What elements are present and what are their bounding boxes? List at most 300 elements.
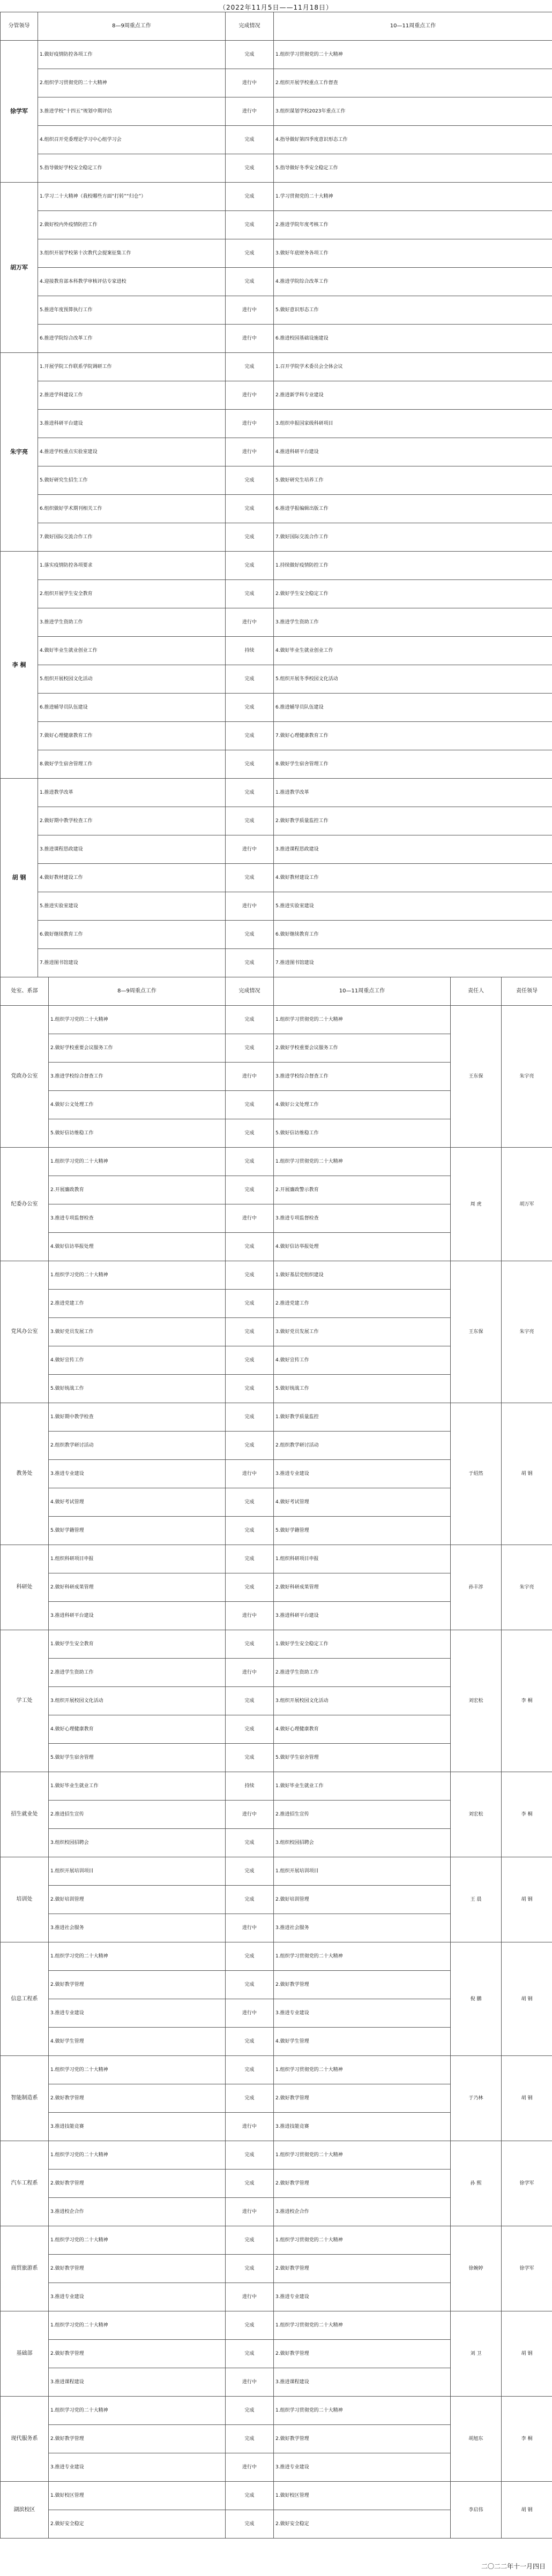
next-work-item: 1.组织学习贯彻党的二十大精神	[274, 2141, 451, 2170]
prev-work-item: 5.做好学生宿舍管理	[49, 1744, 226, 1772]
prev-work-item: 1.组织学习党的二十大精神	[49, 2056, 226, 2084]
owner-name: 胡旭东	[451, 2397, 502, 2482]
header-leader: 责任领导	[502, 977, 552, 1006]
prev-work-item: 4.做好心理健康教育	[49, 1715, 226, 1744]
next-work-item: 2.做好学生安全稳定工作	[274, 580, 552, 608]
table-row	[1, 637, 552, 665]
status-cell: 完成	[226, 495, 274, 523]
status-cell: 完成	[226, 2056, 274, 2084]
prev-work-item: 2.推进学科建设工作	[38, 381, 226, 410]
table-row	[1, 1006, 552, 1034]
table-row	[1, 97, 552, 126]
prev-work-item: 6.推进学院综合改革工作	[38, 325, 226, 353]
next-work-item: 1.做好毕业生就业工作	[274, 1772, 451, 1801]
prev-work-item: 1.落实疫情防控各项要求	[38, 552, 226, 580]
prev-work-item: 2.推进招生宣传	[49, 1801, 226, 1829]
status-cell: 完成	[226, 126, 274, 154]
status-cell: 完成	[226, 1857, 274, 1886]
table-row	[1, 126, 552, 154]
table-row	[1, 183, 552, 211]
next-work-item: 4.做好宣传工作	[274, 1346, 451, 1375]
next-work-item: 1.组织学习贯彻党的二十大精神	[274, 2311, 451, 2340]
next-work-item: 3.组织谋划学校2023年重点工作	[274, 97, 552, 126]
status-cell: 完成	[226, 552, 274, 580]
dept-name: 基础部	[1, 2311, 49, 2397]
next-work-item: 4.做好心理健康教育	[274, 1715, 451, 1744]
status-cell: 完成	[226, 864, 274, 892]
next-work-item: 7.做好心理健康教育工作	[274, 722, 552, 750]
prev-work-item: 1.组织学习党的二十大精神	[49, 2141, 226, 2170]
prev-work-item: 3.推进科研平台建设	[38, 410, 226, 438]
status-cell: 完成	[226, 2425, 274, 2453]
header-leader: 分管领导	[1, 12, 38, 41]
table-row	[1, 2311, 552, 2340]
dept-name: 招生就业处	[1, 1772, 49, 1857]
status-cell: 进行中	[226, 1659, 274, 1687]
next-work-item: 5.做好统战工作	[274, 1375, 451, 1403]
next-work-item: 2.推进学生资助工作	[274, 1659, 451, 1687]
next-work-item: 4.做好学生管理	[274, 2028, 451, 2056]
prev-work-item: 4.做好公文处理工作	[49, 1091, 226, 1119]
status-cell: 完成	[226, 1432, 274, 1460]
next-work-item: 4.做好教材建设工作	[274, 864, 552, 892]
status-cell: 进行中	[226, 438, 274, 466]
next-work-item: 1.召开学院学术委员会全体会议	[274, 353, 552, 381]
status-cell: 完成	[226, 1971, 274, 1999]
status-cell: 完成	[226, 154, 274, 183]
table-row	[1, 381, 552, 410]
table-row	[1, 1942, 552, 1971]
prev-work-item: 5.推进实验室建设	[38, 892, 226, 921]
next-work-item: 2.做好教学管理	[274, 1971, 451, 1999]
next-work-item: 5.做好意识形态工作	[274, 296, 552, 325]
prev-work-item: 2.做好学校重要会议服务工作	[49, 1034, 226, 1063]
status-cell: 完成	[226, 1290, 274, 1318]
dept-name: 教务处	[1, 1403, 49, 1545]
prev-work-item: 2.做好教学管理	[49, 2340, 226, 2368]
prev-work-item: 3.推进学校“十四五”规划中期评估	[38, 97, 226, 126]
dept-name: 科研处	[1, 1545, 49, 1630]
next-work-item: 3.组织申报国家级科研项目	[274, 410, 552, 438]
leader-name: 徐学军	[1, 41, 38, 183]
table-row	[1, 1857, 552, 1886]
leader-name: 胡 钢	[502, 1857, 552, 1942]
next-work-item: 4.做好毕业生就业创业工作	[274, 637, 552, 665]
prev-work-item: 1.组织学习党的二十大精神	[49, 2397, 226, 2425]
header-status: 完成情况	[226, 977, 274, 1006]
table-row	[1, 1148, 552, 1176]
table-row	[1, 722, 552, 750]
prev-work-item: 1.组织学习党的二十大精神	[49, 1261, 226, 1290]
table-row	[1, 949, 552, 977]
owner-name: 刘 卫	[451, 2311, 502, 2397]
prev-work-item: 4.做好教材建设工作	[38, 864, 226, 892]
leader-name: 李 桐	[1, 552, 38, 779]
table-row	[1, 353, 552, 381]
next-work-item: 2.做好教学管理	[274, 2340, 451, 2368]
next-work-item: 7.推进图书馆建设	[274, 949, 552, 977]
leader-name: 胡 钢	[502, 1403, 552, 1545]
table-row	[1, 495, 552, 523]
prev-work-item: 2.做好安全稳定	[49, 2510, 226, 2539]
table-row	[1, 608, 552, 637]
table-row	[1, 69, 552, 97]
prev-work-item: 7.推进图书馆建设	[38, 949, 226, 977]
dept-name: 培训处	[1, 1857, 49, 1942]
table-row	[1, 1772, 552, 1801]
status-cell: 完成	[226, 2311, 274, 2340]
status-cell: 持续	[226, 637, 274, 665]
prev-work-item: 4.做好宣传工作	[49, 1346, 226, 1375]
status-cell: 进行中	[226, 2283, 274, 2311]
prev-work-item: 4.组织召开党委理论学习中心组学习会	[38, 126, 226, 154]
leader-name: 徐学军	[502, 2226, 552, 2311]
dept-name: 纪委办公室	[1, 1148, 49, 1261]
prev-work-item: 2.做好教学管理	[49, 2084, 226, 2113]
next-work-item: 3.推进专业建设	[274, 1460, 451, 1488]
prev-work-item: 3.推进社会服务	[49, 1914, 226, 1942]
next-work-item: 1.做好基层党组织建设	[274, 1261, 451, 1290]
prev-work-item: 5.指导做好学校安全稳定工作	[38, 154, 226, 183]
next-work-item: 1.组织学习贯彻党的二十大精神	[274, 1148, 451, 1176]
leader-name: 胡 钢	[502, 1942, 552, 2056]
prev-work-item: 2.推进党建工作	[49, 1290, 226, 1318]
owner-name: 王东保	[451, 1261, 502, 1403]
header-next-week: 10—11周重点工作	[274, 977, 451, 1006]
work-table	[0, 12, 552, 2539]
status-cell: 完成	[226, 1715, 274, 1744]
status-cell: 进行中	[226, 1204, 274, 1233]
prev-work-item: 1.做好学生安全教育	[49, 1630, 226, 1659]
next-work-item: 1.组织学习贯彻党的二十大精神	[274, 1942, 451, 1971]
prev-work-item: 7.做好国际交流合作工作	[38, 523, 226, 552]
next-work-item: 3.推进专业建设	[274, 2453, 451, 2482]
next-work-item: 3.推进专业建设	[274, 2283, 451, 2311]
table-row	[1, 1403, 552, 1432]
status-cell: 完成	[226, 1119, 274, 1148]
status-cell: 完成	[226, 2028, 274, 2056]
prev-work-item: 1.做好毕业生就业工作	[49, 1772, 226, 1801]
table-row	[1, 750, 552, 779]
next-work-item: 5.组织开展冬季校园文化活动	[274, 665, 552, 694]
table-row	[1, 580, 552, 608]
prev-work-item: 3.推进专项监督检查	[49, 1204, 226, 1233]
status-cell: 进行中	[226, 2113, 274, 2141]
status-cell: 完成	[226, 466, 274, 495]
prev-work-item: 3.组织校园招聘会	[49, 1829, 226, 1857]
owner-name: 周 虎	[451, 1148, 502, 1261]
prev-work-item: 2.做好教学管理	[49, 2255, 226, 2283]
status-cell: 完成	[226, 211, 274, 239]
next-work-item: 7.做好国际交流合作工作	[274, 523, 552, 552]
next-work-item: 1.做好教学质量监控	[274, 1403, 451, 1432]
table-row	[1, 892, 552, 921]
status-cell: 完成	[226, 2340, 274, 2368]
leader-name: 李 桐	[502, 1630, 552, 1772]
prev-work-item: 4.做好考试管理	[49, 1488, 226, 1517]
next-work-item: 5.指导做好冬季安全稳定工作	[274, 154, 552, 183]
table-row	[1, 807, 552, 835]
owner-name: 徐婉婷	[451, 2226, 502, 2311]
prev-work-item: 1.组织学习党的二十大精神	[49, 1006, 226, 1034]
dept-name: 学工处	[1, 1630, 49, 1772]
next-work-item: 2.做好教学质量监控工作	[274, 807, 552, 835]
status-cell: 进行中	[226, 1063, 274, 1091]
header-owner: 责任人	[451, 977, 502, 1006]
next-work-item: 1.推进教学改革	[274, 779, 552, 807]
prev-work-item: 6.组织做好学术期刊相关工作	[38, 495, 226, 523]
owner-name: 孙丰淳	[451, 1545, 502, 1630]
next-work-item: 4.做好考试管理	[274, 1488, 451, 1517]
next-work-item: 5.做好学生宿舍管理	[274, 1744, 451, 1772]
next-work-item: 6.推进学报编辑出版工作	[274, 495, 552, 523]
table-row	[1, 1261, 552, 1290]
table-row	[1, 1545, 552, 1573]
table-row	[1, 921, 552, 949]
prev-work-item: 1.组织学习党的二十大精神	[49, 1148, 226, 1176]
status-cell: 完成	[226, 1091, 274, 1119]
next-work-item: 1.组织学习贯彻党的二十大精神	[274, 2397, 451, 2425]
prev-work-item: 4.迎接教育部本科教学审核评估专家进校	[38, 268, 226, 296]
table-row	[1, 41, 552, 69]
leader-name: 胡万军	[1, 183, 38, 353]
status-cell: 完成	[226, 268, 274, 296]
prev-work-item: 2.组织开展学生安全教育	[38, 580, 226, 608]
owner-name: 孙 熙	[451, 2141, 502, 2226]
page-title: （2022年11月5日——11月18日）	[219, 4, 333, 11]
status-cell: 完成	[226, 2255, 274, 2283]
next-work-item: 2.推进党建工作	[274, 1290, 451, 1318]
next-work-item: 2.组织开展学校重点工作督查	[274, 69, 552, 97]
status-cell: 进行中	[226, 1914, 274, 1942]
prev-work-item: 1.组织学习党的二十大精神	[49, 2311, 226, 2340]
status-cell: 进行中	[226, 1999, 274, 2028]
table-row	[1, 864, 552, 892]
next-work-item: 2.做好教学管理	[274, 2170, 451, 2198]
table-row	[1, 835, 552, 864]
status-cell: 完成	[226, 1006, 274, 1034]
table-row	[1, 2397, 552, 2425]
status-cell: 完成	[226, 1403, 274, 1432]
prev-work-item: 1.做好期中教学检查	[49, 1403, 226, 1432]
dept-name: 智能制造系	[1, 2056, 49, 2141]
status-cell: 完成	[226, 2510, 274, 2539]
next-work-item: 3.推进校企合作	[274, 2198, 451, 2226]
next-work-item: 2.组织教学研讨活动	[274, 1432, 451, 1460]
owner-name: 于绍然	[451, 1403, 502, 1545]
status-cell: 完成	[226, 1942, 274, 1971]
status-cell: 完成	[226, 807, 274, 835]
status-cell: 完成	[226, 1744, 274, 1772]
next-work-item: 2.做好科研成果管理	[274, 1573, 451, 1602]
prev-work-item: 2.做好科研成果管理	[49, 1573, 226, 1602]
table-row	[1, 779, 552, 807]
status-cell: 完成	[226, 1148, 274, 1176]
next-work-item: 6.做好继续教育工作	[274, 921, 552, 949]
status-cell: 完成	[226, 779, 274, 807]
leader-name: 胡 钢	[1, 779, 38, 977]
status-cell: 完成	[226, 1318, 274, 1346]
prev-work-item: 4.做好信访举报处理	[49, 1233, 226, 1261]
status-cell: 进行中	[226, 97, 274, 126]
work-table-body	[1, 12, 552, 2539]
prev-work-item: 5.做好统战工作	[49, 1375, 226, 1403]
leader-name: 胡万军	[502, 1148, 552, 1261]
next-work-item: 2.推进学院年度考核工作	[274, 211, 552, 239]
status-cell: 完成	[226, 1233, 274, 1261]
table-row	[1, 552, 552, 580]
prev-work-item: 3.推进学校综合督查工作	[49, 1063, 226, 1091]
table-row	[1, 325, 552, 353]
prev-work-item: 5.组织开展校园文化活动	[38, 665, 226, 694]
next-work-item: 5.做好信访维稳工作	[274, 1119, 451, 1148]
leader-name: 朱宇亮	[502, 1545, 552, 1630]
next-work-item: 2.做好安全稳定	[274, 2510, 451, 2539]
prev-work-item: 1.组织科研项目申报	[49, 1545, 226, 1573]
next-work-item: 2.做好教学管理	[274, 2084, 451, 2113]
next-work-item: 1.做好校区管理	[274, 2482, 451, 2510]
leader-name: 胡 钢	[502, 2311, 552, 2397]
prev-work-item: 1.做好疫情防控各项工作	[38, 41, 226, 69]
prev-work-item: 1.开展学院工作联系学院调研工作	[38, 353, 226, 381]
status-cell: 进行中	[226, 1602, 274, 1630]
prev-work-item: 8.做好学生宿舍管理工作	[38, 750, 226, 779]
prev-work-item: 6.做好继续教育工作	[38, 921, 226, 949]
next-work-item: 3.组织校园招聘会	[274, 1829, 451, 1857]
owner-name: 刘宏松	[451, 1630, 502, 1772]
table-row	[1, 2226, 552, 2255]
status-cell: 进行中	[226, 381, 274, 410]
next-work-item: 2.开展廉政警示教育	[274, 1176, 451, 1204]
next-work-item: 1.学习贯彻党的二十大精神	[274, 183, 552, 211]
dept-name: 现代服务系	[1, 2397, 49, 2482]
table-row	[1, 2482, 552, 2510]
prev-work-item: 2.做好培训管理	[49, 1886, 226, 1914]
prev-work-item: 5.做好学籍管理	[49, 1517, 226, 1545]
prev-work-item: 2.开展廉政教育	[49, 1176, 226, 1204]
next-work-item: 3.做好党员发展工作	[274, 1318, 451, 1346]
next-work-item: 1.做好学生安全稳定工作	[274, 1630, 451, 1659]
status-cell: 完成	[226, 1176, 274, 1204]
status-cell: 完成	[226, 2084, 274, 2113]
table-row	[1, 665, 552, 694]
prev-work-item: 1.做好校区管理	[49, 2482, 226, 2510]
next-work-item: 3.推进学校综合督查工作	[274, 1063, 451, 1091]
part2-header-row	[1, 977, 552, 1006]
part1-header-row	[1, 12, 552, 41]
dept-name: 汽车工程系	[1, 2141, 49, 2226]
status-cell: 进行中	[226, 325, 274, 353]
next-work-item: 1.组织学习贯彻党的二十大精神	[274, 2226, 451, 2255]
leader-name: 李 桐	[502, 2397, 552, 2482]
prev-work-item: 1.组织开展培训项目	[49, 1857, 226, 1886]
leader-name: 朱宇亮	[502, 1261, 552, 1403]
table-row	[1, 1630, 552, 1659]
prev-work-item: 7.做好心理健康教育工作	[38, 722, 226, 750]
status-cell: 进行中	[226, 2198, 274, 2226]
prev-work-item: 3.推进科研平台建设	[49, 1602, 226, 1630]
prev-work-item: 2.推进学生资助工作	[49, 1659, 226, 1687]
status-cell: 进行中	[226, 2453, 274, 2482]
next-work-item: 3.组织开展校园文化活动	[274, 1687, 451, 1715]
status-cell: 完成	[226, 1545, 274, 1573]
leader-name: 李 桐	[502, 1772, 552, 1857]
next-work-item: 3.推进专项监督检查	[274, 1204, 451, 1233]
status-cell: 完成	[226, 2226, 274, 2255]
prev-work-item: 2.组织学习贯彻党的二十大精神	[38, 69, 226, 97]
next-work-item: 2.做好学校重要会议服务工作	[274, 1034, 451, 1063]
table-row	[1, 466, 552, 495]
next-work-item: 3.推进课程思政建设	[274, 835, 552, 864]
next-work-item: 2.做好教学管理	[274, 2255, 451, 2283]
prev-work-item: 2.做好期中教学检查工作	[38, 807, 226, 835]
table-row	[1, 268, 552, 296]
status-cell: 进行中	[226, 892, 274, 921]
header-prev-week: 8—9周重点工作	[49, 977, 226, 1006]
prev-work-item: 3.推进技能竞赛	[49, 2113, 226, 2141]
prev-work-item: 1.组织学习党的二十大精神	[49, 2226, 226, 2255]
table-row	[1, 211, 552, 239]
table-row	[1, 2141, 552, 2170]
header-prev-week: 8—9周重点工作	[38, 12, 226, 41]
next-work-item: 2.推进新学科专业建设	[274, 381, 552, 410]
prev-work-item: 3.推进专业建设	[49, 2453, 226, 2482]
status-cell: 完成	[226, 1886, 274, 1914]
status-cell: 完成	[226, 2482, 274, 2510]
status-cell: 完成	[226, 722, 274, 750]
leader-name: 胡 钢	[502, 2056, 552, 2141]
leader-name: 朱宇亮	[1, 353, 38, 552]
status-cell: 完成	[226, 1346, 274, 1375]
status-cell: 完成	[226, 949, 274, 977]
status-cell: 完成	[226, 665, 274, 694]
dept-name: 湖滨校区	[1, 2482, 49, 2539]
status-cell: 进行中	[226, 2368, 274, 2397]
next-work-item: 4.做好公文处理工作	[274, 1091, 451, 1119]
next-work-item: 5.推进实验室建设	[274, 892, 552, 921]
status-cell: 完成	[226, 1488, 274, 1517]
next-work-item: 1.组织开展培训项目	[274, 1857, 451, 1886]
next-work-item: 4.做好信访举报处理	[274, 1233, 451, 1261]
status-cell: 持续	[226, 1772, 274, 1801]
prev-work-item: 1.学习二十大精神（我校哪些方面“打转”“归仓”）	[38, 183, 226, 211]
table-row	[1, 239, 552, 268]
owner-name: 李启伟	[451, 2482, 502, 2539]
prev-work-item: 4.做好毕业生就业创业工作	[38, 637, 226, 665]
owner-name: 倪 鹏	[451, 1942, 502, 2056]
prev-work-item: 1.推进教学改革	[38, 779, 226, 807]
prev-work-item: 3.组织开展校园文化活动	[49, 1687, 226, 1715]
next-work-item: 2.做好培训管理	[274, 1886, 451, 1914]
next-work-item: 3.推进专业建设	[274, 1999, 451, 2028]
status-cell: 完成	[226, 353, 274, 381]
prev-work-item: 2.做好教学管理	[49, 2170, 226, 2198]
status-cell: 完成	[226, 1630, 274, 1659]
next-work-item: 2.做好教学管理	[274, 2425, 451, 2453]
next-work-item: 4.推进科研平台建设	[274, 438, 552, 466]
status-cell: 完成	[226, 750, 274, 779]
status-cell: 进行中	[226, 1801, 274, 1829]
owner-name: 刘宏松	[451, 1772, 502, 1857]
next-work-item: 2.推进招生宣传	[274, 1801, 451, 1829]
prev-work-item: 5.做好研究生招生工作	[38, 466, 226, 495]
status-cell: 完成	[226, 2397, 274, 2425]
prev-work-item: 5.做好信访维稳工作	[49, 1119, 226, 1148]
status-cell: 进行中	[226, 69, 274, 97]
next-work-item: 5.做好研究生培养工作	[274, 466, 552, 495]
status-cell: 完成	[226, 41, 274, 69]
prev-work-item: 6.推进辅导员队伍建设	[38, 694, 226, 722]
